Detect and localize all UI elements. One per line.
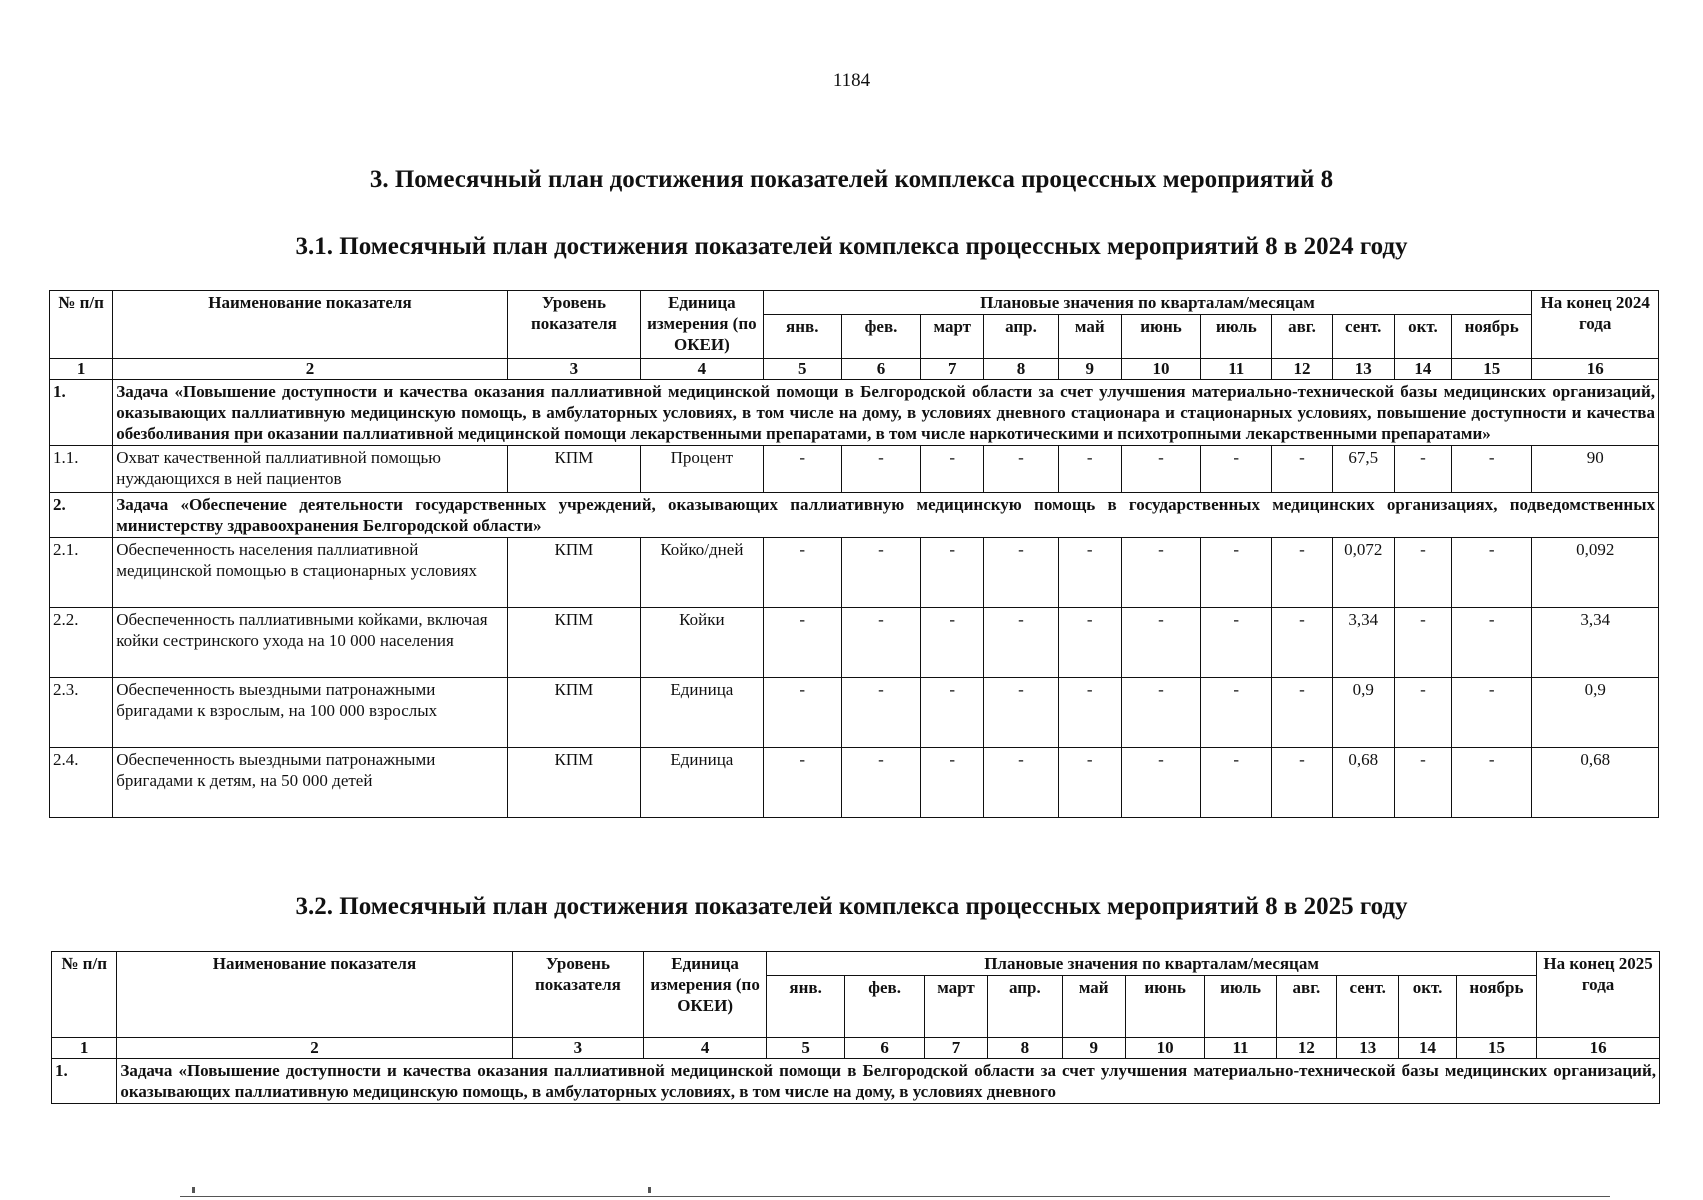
month-value: - (921, 678, 984, 748)
indicator-level: КПМ (507, 446, 640, 493)
task-row (50, 380, 1659, 446)
month-value: - (1394, 678, 1451, 748)
month-value: - (1201, 446, 1272, 493)
month-value: - (1394, 538, 1451, 608)
column-index: 10 (1125, 1038, 1204, 1059)
month-value: - (984, 678, 1058, 748)
column-index: 2 (117, 1038, 512, 1059)
row-number: 2.3. (50, 678, 113, 748)
month-value: - (1201, 608, 1272, 678)
indicator-unit: Койко/дней (641, 538, 763, 608)
row-number: 1.1. (50, 446, 113, 493)
indicator-unit: Единица (641, 748, 763, 818)
month-value: - (984, 608, 1058, 678)
month-value: - (763, 538, 841, 608)
month-value: 0,072 (1332, 538, 1394, 608)
month-value: - (1452, 678, 1532, 748)
col-num-header: № п/п (50, 291, 113, 359)
indicator-name: Обеспеченность паллиативными койками, включая койки сестринского ухода на 10 000 населения (113, 608, 507, 678)
month-value: - (1452, 748, 1532, 818)
row-number: 2.2. (50, 608, 113, 678)
month-value: - (1201, 678, 1272, 748)
indicator-name: Обеспеченность выездными патронажными бригадами к взрослым, на 100 000 взрослых (113, 678, 507, 748)
column-index: 7 (921, 359, 984, 380)
task-text: Задача «Повышение доступности и качества оказания паллиативной медицинской помощи в Белгородской области за счет улучшения материально-технической базы медицинских организаций, оказывающих паллиативную медицинскую помощь, в амбулаторных условиях, в том числе на дому, в условиях дневного стационара и стационарных условиях, повышение доступности и качества обезболивания при оказании паллиативной медицинской помощи лекарственными препаратами, в том числе наркотическими и психотропными лекарственными препаратами» (113, 380, 1659, 446)
month-value: - (1058, 538, 1121, 608)
month-value: - (1201, 748, 1272, 818)
month-header: янв. (766, 976, 844, 1038)
column-index: 16 (1532, 359, 1659, 380)
month-value: - (1058, 608, 1121, 678)
column-index: 13 (1337, 1038, 1399, 1059)
col-planned-header: Плановые значения по кварталам/месяцам (766, 952, 1536, 976)
month-value: - (841, 678, 920, 748)
indicator-name: Охват качественной паллиативной помощью нуждающихся в ней пациентов (113, 446, 507, 493)
month-value: - (984, 538, 1058, 608)
column-index: 4 (641, 359, 763, 380)
indicator-level: КПМ (507, 678, 640, 748)
indicator-unit: Единица (641, 678, 763, 748)
month-value: - (1452, 608, 1532, 678)
header-row (52, 952, 1660, 976)
month-header: май (1062, 976, 1125, 1038)
scan-mark (648, 1187, 651, 1193)
month-value: 67,5 (1332, 446, 1394, 493)
column-index: 12 (1272, 359, 1332, 380)
column-index: 14 (1399, 1038, 1456, 1059)
month-value: - (841, 748, 920, 818)
indicator-name: Обеспеченность выездными патронажными бригадами к детям, на 50 000 детей (113, 748, 507, 818)
end-value: 0,9 (1532, 678, 1659, 748)
month-value: - (1058, 446, 1121, 493)
month-header: окт. (1394, 315, 1451, 359)
month-header: ноябрь (1456, 976, 1537, 1038)
column-index: 8 (988, 1038, 1062, 1059)
month-header: июнь (1121, 315, 1200, 359)
column-index: 5 (766, 1038, 844, 1059)
column-index: 15 (1456, 1038, 1537, 1059)
task-text-cell (117, 1059, 1660, 1104)
month-value: - (921, 538, 984, 608)
table-row (50, 748, 1659, 818)
month-value: - (1121, 748, 1200, 818)
column-index: 3 (507, 359, 640, 380)
month-value: - (1121, 608, 1200, 678)
month-header: июнь (1125, 976, 1204, 1038)
column-index: 11 (1205, 1038, 1276, 1059)
month-value: - (1058, 678, 1121, 748)
month-value: - (763, 678, 841, 748)
month-value: - (1121, 678, 1200, 748)
month-value: - (1272, 678, 1332, 748)
month-header: апр. (988, 976, 1062, 1038)
column-index: 9 (1058, 359, 1121, 380)
column-index: 1 (52, 1038, 117, 1059)
month-value: - (1272, 608, 1332, 678)
month-value: - (763, 608, 841, 678)
month-value: - (1272, 538, 1332, 608)
column-index: 16 (1537, 1038, 1660, 1059)
month-value: - (1452, 538, 1532, 608)
column-index-row (50, 359, 1659, 380)
column-index: 9 (1062, 1038, 1125, 1059)
month-header: авг. (1276, 976, 1336, 1038)
indicator-table-2024 (49, 290, 1659, 818)
table-row (50, 538, 1659, 608)
col-level-header: Уровень показателя (507, 291, 640, 359)
month-header: фев. (841, 315, 920, 359)
row-number: 2.1. (50, 538, 113, 608)
month-value: - (921, 608, 984, 678)
month-value: - (841, 608, 920, 678)
month-value: - (1058, 748, 1121, 818)
indicator-unit: Койки (641, 608, 763, 678)
col-num-header: № п/п (52, 952, 117, 1038)
month-value: - (1121, 538, 1200, 608)
column-index: 5 (763, 359, 841, 380)
column-index: 6 (841, 359, 920, 380)
month-header: окт. (1399, 976, 1456, 1038)
col-name-header: Наименование показателя (113, 291, 507, 359)
month-header: март (924, 976, 987, 1038)
indicator-level: КПМ (507, 748, 640, 818)
month-header: май (1058, 315, 1121, 359)
col-unit-header: Единица измерения (по ОКЕИ) (644, 952, 767, 1038)
month-value: - (921, 748, 984, 818)
end-value: 90 (1532, 446, 1659, 493)
table-row (50, 608, 1659, 678)
scan-mark (192, 1187, 195, 1193)
month-value: - (984, 748, 1058, 818)
month-value: - (763, 748, 841, 818)
month-header: апр. (984, 315, 1058, 359)
month-value: 0,68 (1332, 748, 1394, 818)
table-row (50, 446, 1659, 493)
column-index: 13 (1332, 359, 1394, 380)
task-row (50, 493, 1659, 538)
month-value: - (921, 446, 984, 493)
end-value: 3,34 (1532, 608, 1659, 678)
column-index: 10 (1121, 359, 1200, 380)
column-index: 2 (113, 359, 507, 380)
month-value: - (1452, 446, 1532, 493)
end-value: 0,68 (1532, 748, 1659, 818)
indicator-table-2025 (51, 951, 1660, 1104)
header-row (50, 291, 1659, 315)
month-value: - (984, 446, 1058, 493)
month-value: - (1272, 446, 1332, 493)
task-text: Задача «Обеспечение деятельности государственных учреждений, оказывающих паллиативную медицинскую помощь в государственных медицинских организациях, подведомственных министерству здравоохранения Белгородской области» (113, 493, 1659, 538)
month-value: - (1272, 748, 1332, 818)
month-header: ноябрь (1452, 315, 1532, 359)
month-value: - (1121, 446, 1200, 493)
col-name-header: Наименование показателя (117, 952, 512, 1038)
column-index: 1 (50, 359, 113, 380)
month-header: сент. (1332, 315, 1394, 359)
column-index-row (52, 1038, 1660, 1059)
month-value: - (1201, 538, 1272, 608)
month-value: - (1394, 608, 1451, 678)
task-text: Задача «Повышение доступности и качества оказания паллиативной медицинской помощи в Белгородской области за счет улучшения материально-технической базы медицинских организаций, оказывающих паллиативную медицинскую помощь, в амбулаторных условиях, в том числе на дому, в условиях дневного (120, 1061, 1656, 1101)
month-value: - (841, 446, 920, 493)
month-header: фев. (845, 976, 924, 1038)
month-value: - (1394, 446, 1451, 493)
month-header: март (921, 315, 984, 359)
column-index: 4 (644, 1038, 767, 1059)
column-index: 15 (1452, 359, 1532, 380)
column-index: 8 (984, 359, 1058, 380)
task-number: 1. (50, 380, 113, 446)
col-unit-header: Единица измерения (по ОКЕИ) (641, 291, 763, 359)
month-header: июль (1205, 976, 1276, 1038)
column-index: 6 (845, 1038, 924, 1059)
month-header: янв. (763, 315, 841, 359)
indicator-level: КПМ (507, 608, 640, 678)
task-row (52, 1059, 1660, 1104)
col-level-header: Уровень показателя (512, 952, 644, 1038)
month-header: авг. (1272, 315, 1332, 359)
column-index: 3 (512, 1038, 644, 1059)
month-value: - (763, 446, 841, 493)
page-bottom-line (180, 1196, 1610, 1197)
task-number: 1. (52, 1059, 117, 1104)
subsection-heading-2025: 3.2. Помесячный план достижения показателей комплекса процессных мероприятий 8 в 2025 году (295, 893, 1408, 920)
column-index: 11 (1201, 359, 1272, 380)
table-row (50, 678, 1659, 748)
month-value: - (841, 538, 920, 608)
end-value: 0,092 (1532, 538, 1659, 608)
column-index: 14 (1394, 359, 1451, 380)
page-number: 1184 (832, 70, 871, 91)
row-number: 2.4. (50, 748, 113, 818)
column-index: 7 (924, 1038, 987, 1059)
indicator-level: КПМ (507, 538, 640, 608)
section-heading: 3. Помесячный план достижения показателей комплекса процессных мероприятий 8 (369, 166, 1334, 193)
month-value: 0,9 (1332, 678, 1394, 748)
col-planned-header: Плановые значения по кварталам/месяцам (763, 291, 1532, 315)
task-number: 2. (50, 493, 113, 538)
month-value: 3,34 (1332, 608, 1394, 678)
indicator-name: Обеспеченность населения паллиативной медицинской помощью в стационарных условиях (113, 538, 507, 608)
month-value: - (1394, 748, 1451, 818)
subsection-heading-2024: 3.1. Помесячный план достижения показателей комплекса процессных мероприятий 8 в 2024 году (295, 233, 1408, 260)
indicator-unit: Процент (641, 446, 763, 493)
col-end-header: На конец 2025 года (1537, 952, 1660, 1038)
month-header: июль (1201, 315, 1272, 359)
month-header: сент. (1337, 976, 1399, 1038)
column-index: 12 (1276, 1038, 1336, 1059)
col-end-header: На конец 2024 года (1532, 291, 1659, 359)
